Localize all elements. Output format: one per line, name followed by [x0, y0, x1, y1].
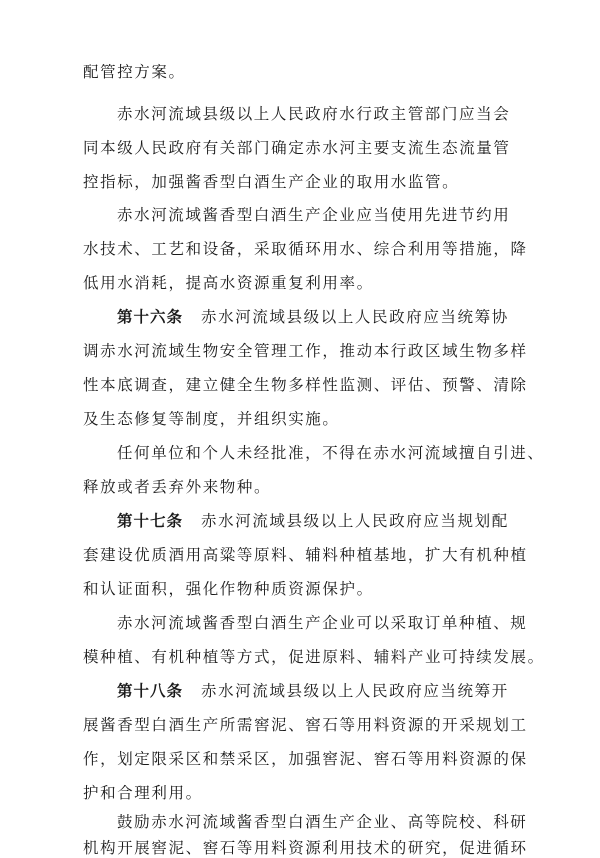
- article-18-text: 赤水河流域县级以上人民政府应当统筹开: [201, 682, 509, 700]
- text-line: 低用水消耗，提高水资源重复利用率。: [83, 274, 374, 292]
- text-line: 控指标，加强酱香型白酒生产企业的取用水监管。: [83, 173, 460, 191]
- paragraph-start: 任何单位和个人未经批准，不得在赤水河流域擅自引进、: [117, 444, 545, 462]
- article-16-text: 赤水河流域县级以上人民政府应当统筹协: [201, 308, 509, 326]
- article-18-heading: 第十八条: [117, 682, 184, 700]
- text-line: 展酱香型白酒生产所需窖泥、窖石等用料资源的开采规划工: [83, 716, 528, 734]
- text-line: 配管控方案。: [83, 63, 186, 81]
- article-16-heading: 第十六条: [117, 308, 184, 326]
- text-line: 作，划定限采区和禁采区，加强窖泥、窖石等用料资源的保: [83, 750, 528, 768]
- paragraph-start: 赤水河流域县级以上人民政府水行政主管部门应当会: [117, 105, 511, 123]
- paragraph-start: 赤水河流域酱香型白酒生产企业可以采取订单种植、规: [117, 614, 528, 632]
- article-17-text: 赤水河流域县级以上人民政府应当规划配: [201, 512, 509, 530]
- text-line: 调赤水河流域生物安全管理工作，推动本行政区域生物多样: [83, 342, 528, 360]
- text-line: 释放或者丢弃外来物种。: [83, 478, 272, 496]
- article-17-first-line: [117, 511, 509, 531]
- paragraph-start: 鼓励赤水河流域酱香型白酒生产企业、高等院校、科研: [117, 813, 528, 831]
- article-18-first-line: [117, 681, 509, 701]
- text-line: 和认证面积，强化作物种质资源保护。: [83, 580, 374, 598]
- text-line: 套建设优质酒用高粱等原料、辅料种植基地，扩大有机种植: [83, 546, 528, 564]
- text-line: 护和合理利用。: [83, 784, 203, 802]
- text-line: 机构开展窖泥、窖石等用料资源利用技术的研究，促进循环: [83, 839, 528, 857]
- text-line: 水技术、工艺和设备，采取循环用水、综合利用等措施，降: [83, 240, 528, 258]
- text-line: 及生态修复等制度，并组织实施。: [83, 410, 340, 428]
- text-line: 同本级人民政府有关部门确定赤水河主要支流生态流量管: [83, 139, 511, 157]
- article-16-first-line: [117, 307, 509, 327]
- article-17-heading: 第十七条: [117, 512, 184, 530]
- paragraph-start: 赤水河流域酱香型白酒生产企业应当使用先进节约用: [117, 206, 511, 224]
- text-line: 性本底调查，建立健全生物多样性监测、评估、预警、清除: [83, 376, 528, 394]
- text-line: 模种植、有机种植等方式，促进原料、辅料产业可持续发展。: [83, 648, 545, 666]
